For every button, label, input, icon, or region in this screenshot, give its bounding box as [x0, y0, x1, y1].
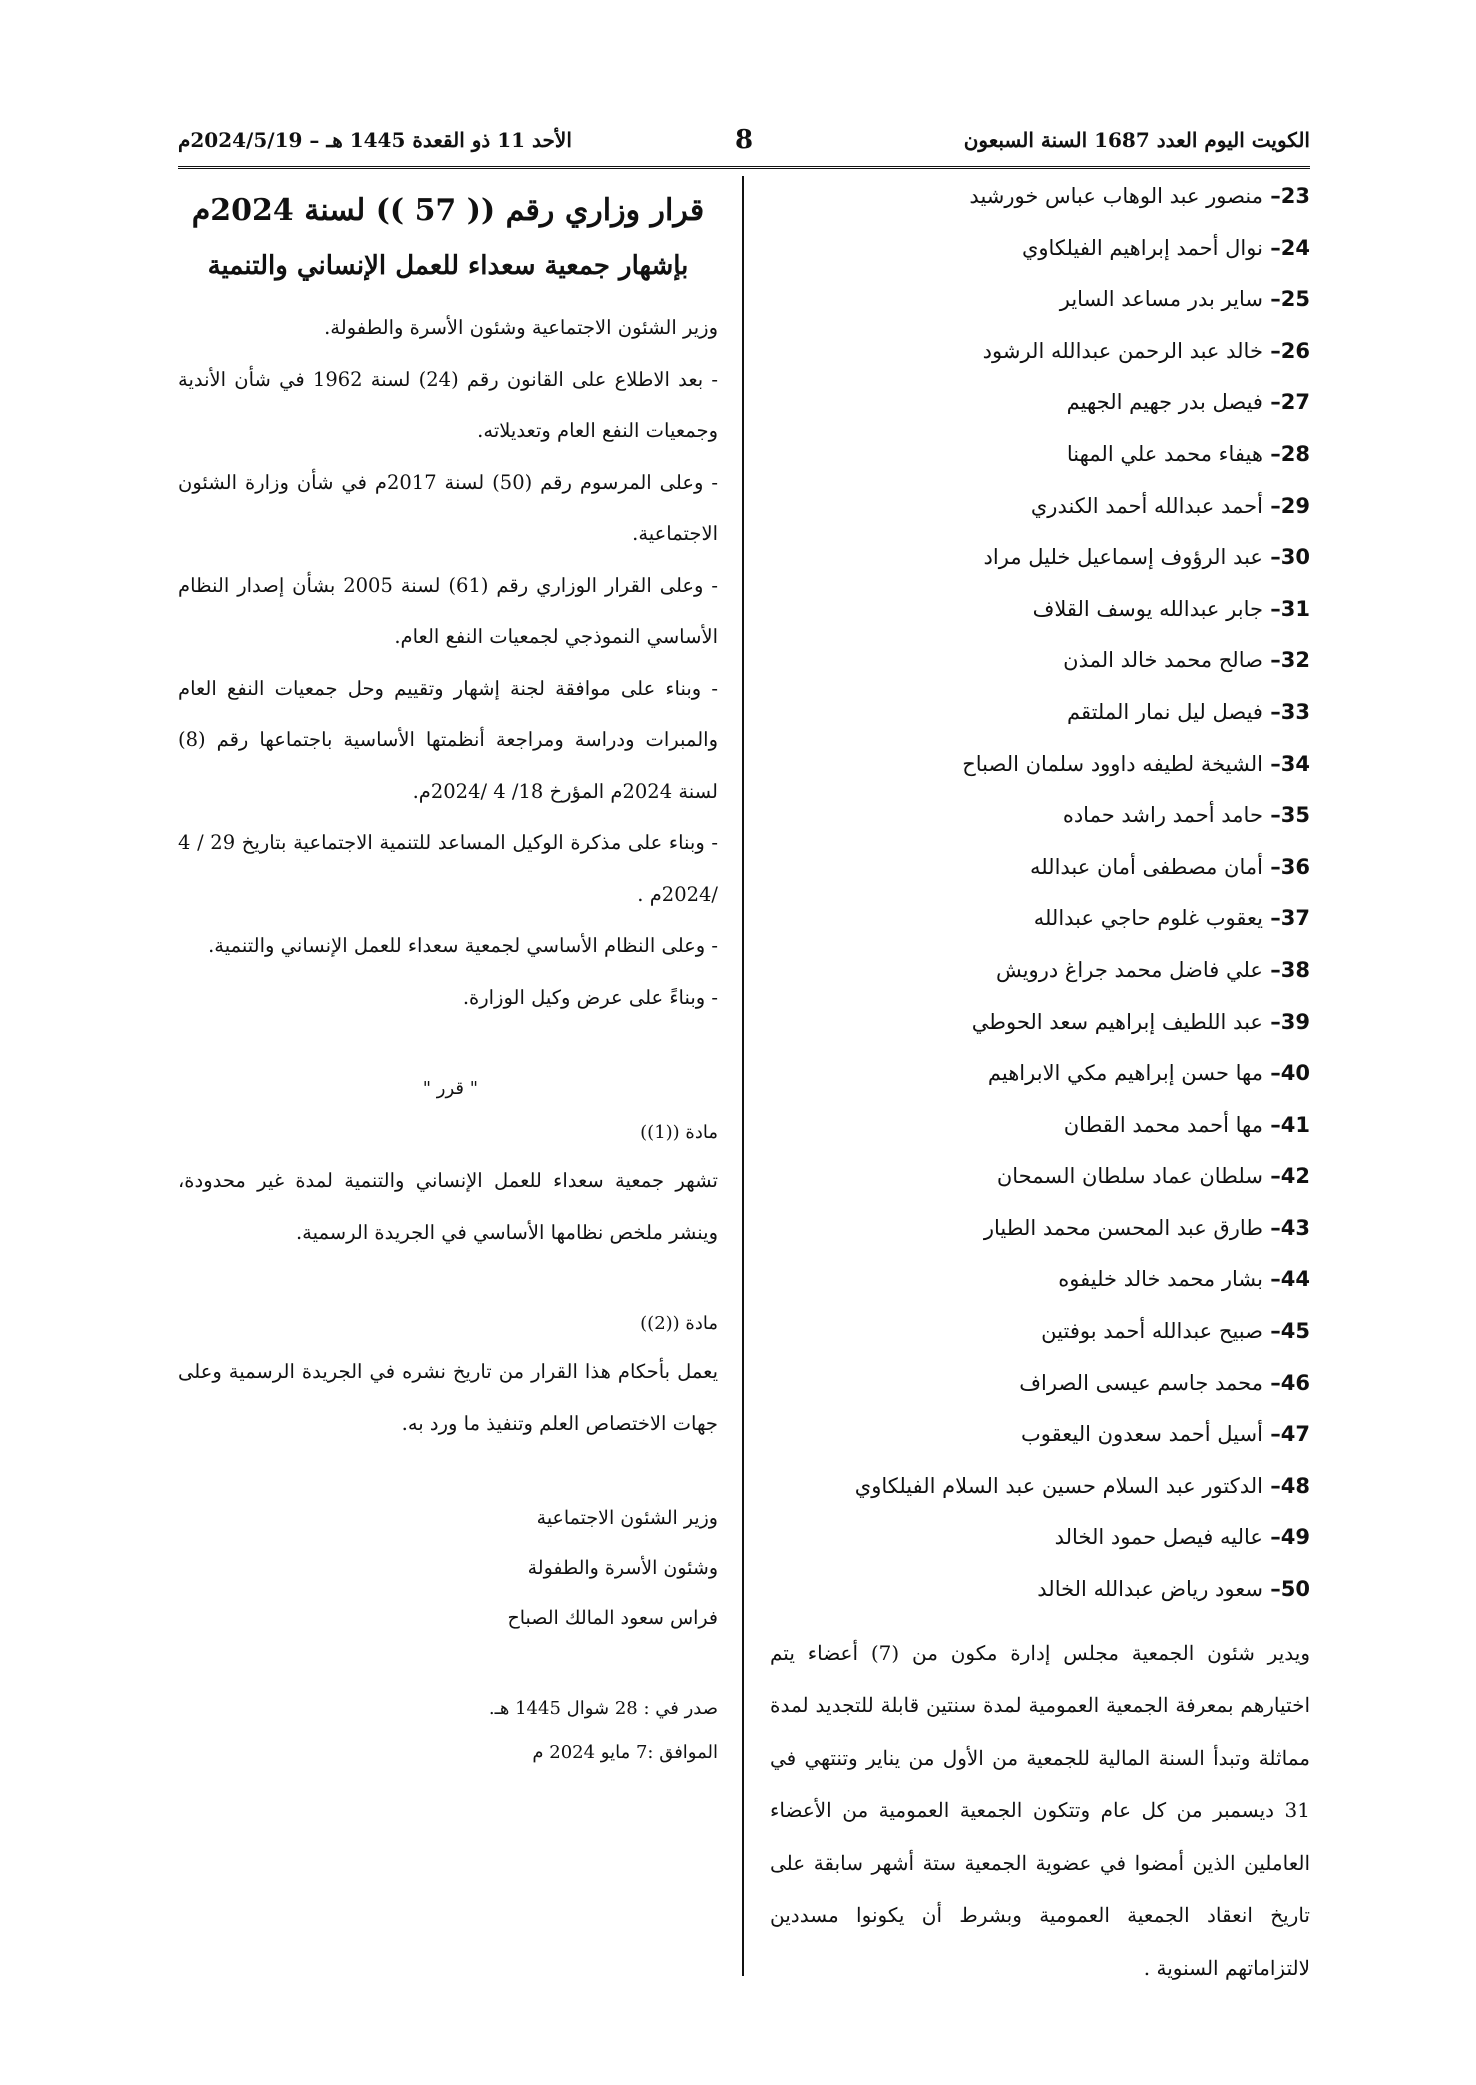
- member-number: 41: [1280, 1112, 1310, 1137]
- member-item: 46– محمد جاسم عيسى الصراف: [1019, 1370, 1310, 1395]
- member-name: سعود رياض عبدالله الخالد: [1037, 1577, 1263, 1602]
- preamble-memo: - وبناء على مذكرة الوكيل المساعد للتنمية الاجتماعية بتاريخ 29 / 4 /2024م .: [178, 831, 719, 906]
- member-item: 44– بشار محمد خالد خليفوه: [1058, 1267, 1310, 1292]
- member-name: حامد أحمد راشد حماده: [1062, 803, 1263, 828]
- member-number: 31: [1280, 596, 1310, 621]
- page-number: 8: [734, 125, 754, 155]
- header-rule: [178, 166, 1310, 169]
- member-name: ساير بدر مساعد الساير: [1059, 287, 1263, 312]
- member-item: 38– علي فاضل محمد جراغ درويش: [995, 957, 1310, 982]
- member-number: 50: [1280, 1577, 1310, 1602]
- column-divider: [742, 176, 744, 1976]
- member-number: 49: [1280, 1525, 1310, 1550]
- member-number: 45: [1280, 1319, 1310, 1344]
- member-name: مها أحمد محمد القطان: [1063, 1112, 1263, 1137]
- member-item: 37– يعقوب غلوم حاجي عبدالله: [1033, 906, 1310, 931]
- member-number: 28: [1280, 441, 1310, 466]
- preamble-decree: - وعلى المرسوم رقم (50) لسنة 2017م في شأن وزارة الشئون الاجتماعية.: [178, 470, 718, 545]
- header-date: الأحد 11 ذو القعدة 1445 هـ – 2024/5/19م: [178, 128, 572, 152]
- member-item: 39– عبد اللطيف إبراهيم سعد الحوطي: [971, 1009, 1310, 1034]
- article-2-label: مادة ((2)): [640, 1313, 718, 1334]
- decree-column: [178, 176, 718, 1775]
- member-number: 39: [1280, 1009, 1310, 1034]
- member-item: 48– الدكتور عبد السلام حسين عبد السلام الفيلكاوي: [854, 1473, 1310, 1498]
- preamble-law: - بعد الاطلاع على القانون رقم (24) لسنة 1962 في شأن الأندية وجمعيات النفع العام وتعديلاته.: [178, 367, 719, 442]
- member-name: فيصل ليل نمار الملتقم: [1067, 699, 1263, 724]
- member-name: محمد جاسم عيسى الصراف: [1019, 1370, 1263, 1395]
- members-column: [770, 176, 1310, 1994]
- member-name: صالح محمد خالد المذن: [1063, 648, 1263, 673]
- member-name: جابر عبدالله يوسف القلاف: [1032, 596, 1263, 621]
- member-item: 30– عبد الرؤوف إسماعيل خليل مراد: [983, 545, 1310, 570]
- member-item: 23– منصور عبد الوهاب عباس خورشيد: [969, 184, 1310, 208]
- member-item: 33– فيصل ليل نمار الملتقم: [1067, 699, 1310, 724]
- member-number: 43: [1280, 1215, 1310, 1240]
- member-name: أحمد عبدالله أحمد الكندري: [1030, 493, 1263, 518]
- member-name: يعقوب غلوم حاجي عبدالله: [1033, 906, 1263, 931]
- signature-name: فراس سعود المالك الصباح: [507, 1607, 718, 1629]
- issued-gregorian-date: الموافق :7 مايو 2024 م: [532, 1742, 718, 1763]
- members-list: [770, 176, 1310, 1621]
- member-item: 34– الشيخة لطيفه داوود سلمان الصباح: [962, 751, 1310, 776]
- member-number: 33: [1280, 699, 1310, 724]
- member-number: 46: [1280, 1370, 1310, 1395]
- member-number: 37: [1280, 906, 1310, 931]
- member-item: 36– أمان مصطفى أمان عبدالله: [1029, 854, 1310, 879]
- member-item: 29– أحمد عبدالله أحمد الكندري: [1030, 493, 1310, 518]
- member-item: 49– عاليه فيصل حمود الخالد: [1054, 1525, 1310, 1550]
- member-item: 47– أسيل أحمد سعدون اليعقوب: [1021, 1422, 1310, 1447]
- preamble-statute: - وعلى النظام الأساسي لجمعية سعداء للعمل الإنساني والتنمية.: [208, 934, 718, 957]
- member-name: الدكتور عبد السلام حسين عبد السلام الفيلكاوي: [854, 1473, 1263, 1498]
- member-name: سلطان عماد سلطان السمحان: [996, 1164, 1263, 1189]
- member-name: طارق عبد المحسن محمد الطيار: [983, 1215, 1263, 1240]
- preamble-committee: - وبناء على موافقة لجنة إشهار وتقييم وحل جمعيات النفع العام والمبرات ودراسة ومراجعة أنظمتها الأساسية باجتماعها رقم (8) لسنة 2024م المؤرخ 18/ 4 /2024م.: [178, 676, 718, 803]
- header-issue: الكويت اليوم العدد 1687 السنة السبعون: [963, 128, 1310, 152]
- member-item: 40– مها حسن إبراهيم مكي الابراهيم: [987, 1061, 1310, 1086]
- member-name: فيصل بدر جهيم الجهيم: [1066, 390, 1263, 415]
- member-number: 35: [1280, 803, 1310, 828]
- article-1-text: تشهر جمعية سعداء للعمل الإنساني والتنمية لمدة غير محدودة، وينشر ملخص نظامها الأساسي في الجريدة الرسمية.: [178, 1169, 718, 1244]
- member-number: 23: [1280, 184, 1310, 208]
- member-item: 27– فيصل بدر جهيم الجهيم: [1066, 390, 1310, 415]
- decided-label: " قرر ": [422, 1078, 478, 1099]
- member-name: أمان مصطفى أمان عبدالله: [1029, 854, 1263, 879]
- member-item: 41– مها أحمد محمد القطان: [1063, 1112, 1310, 1137]
- signature-line-1: وزير الشئون الاجتماعية: [536, 1507, 718, 1529]
- article-1-label: مادة ((1)): [640, 1122, 718, 1143]
- member-item: 31– جابر عبدالله يوسف القلاف: [1032, 596, 1310, 621]
- member-number: 26: [1280, 338, 1310, 363]
- decree-subtitle: بإشهار جمعية سعداء للعمل الإنساني والتنمية: [207, 251, 689, 281]
- member-name: نوال أحمد إبراهيم الفيلكاوي: [1021, 235, 1263, 260]
- member-number: 25: [1280, 287, 1310, 312]
- member-name: هيفاء محمد علي المهنا: [1066, 441, 1263, 466]
- member-name: عاليه فيصل حمود الخالد: [1054, 1525, 1263, 1550]
- member-name: علي فاضل محمد جراغ درويش: [995, 957, 1263, 982]
- member-number: 47: [1280, 1422, 1310, 1447]
- signature-line-2: وشئون الأسرة والطفولة: [527, 1557, 718, 1579]
- member-name: الشيخة لطيفه داوود سلمان الصباح: [962, 751, 1263, 776]
- member-number: 27: [1280, 390, 1310, 415]
- preamble-minister: وزير الشئون الاجتماعية وشئون الأسرة والطفولة.: [324, 316, 718, 339]
- member-name: أسيل أحمد سعدون اليعقوب: [1021, 1422, 1263, 1447]
- issued-block: [178, 1687, 718, 1775]
- board-paragraph: ويدير شئون الجمعية مجلس إدارة مكون من (7) أعضاء يتم اختيارهم بمعرفة الجمعية العمومية لمدة سنتين قابلة للتجديد لمدة مماثلة وتبدأ السنة المالية للجمعية من الأول من يناير وتنتهي في 31 ديسمبر من كل عام وتتكون الجمعية العمومية من الأعضاء العاملين الذين أمضوا في عضوية الجمعية ستة أشهر سابقة على تاريخ انعقاد الجمعية العمومية وبشرط أن يكونوا مسددين لالتزاماتهم السنوية .: [770, 1640, 1310, 1980]
- member-number: 30: [1280, 545, 1310, 570]
- preamble-ministerial-decision: - وعلى القرار الوزاري رقم (61) لسنة 2005 بشأن إصدار النظام الأساسي النموذجي لجمعيات النفع العام.: [178, 573, 719, 648]
- member-item: 45– صبيح عبدالله أحمد بوفتين: [1041, 1319, 1310, 1344]
- member-item: 32– صالح محمد خالد المذن: [1063, 648, 1310, 673]
- member-item: 24– نوال أحمد إبراهيم الفيلكاوي: [1021, 235, 1310, 260]
- member-number: 34: [1280, 751, 1310, 776]
- member-name: خالد عبد الرحمن عبدالله الرشود: [982, 338, 1263, 363]
- member-item: 35– حامد أحمد راشد حماده: [1062, 803, 1310, 828]
- preamble-undersecretary: - وبناءً على عرض وكيل الوزارة.: [462, 985, 718, 1009]
- member-number: 38: [1280, 957, 1310, 982]
- member-number: 32: [1280, 648, 1310, 673]
- member-item: 28– هيفاء محمد علي المهنا: [1066, 441, 1310, 466]
- page-header: [178, 118, 1310, 162]
- member-name: مها حسن إبراهيم مكي الابراهيم: [987, 1061, 1263, 1086]
- member-name: منصور عبد الوهاب عباس خورشيد: [969, 184, 1263, 208]
- member-item: 25– ساير بدر مساعد الساير: [1059, 287, 1310, 312]
- member-number: 29: [1280, 493, 1310, 518]
- member-number: 36: [1280, 854, 1310, 879]
- member-item: 50– سعود رياض عبدالله الخالد: [1037, 1577, 1310, 1602]
- member-number: 24: [1280, 235, 1310, 260]
- member-number: 42: [1280, 1164, 1310, 1189]
- signature-block: [178, 1493, 718, 1643]
- decree-title: قرار وزاري رقم (( 57 )) لسنة 2024م: [191, 193, 705, 228]
- member-item: 42– سلطان عماد سلطان السمحان: [996, 1164, 1310, 1189]
- member-item: 43– طارق عبد المحسن محمد الطيار: [983, 1215, 1310, 1240]
- member-number: 48: [1280, 1473, 1310, 1498]
- member-number: 44: [1280, 1267, 1310, 1292]
- article-2-text: يعمل بأحكام هذا القرار من تاريخ نشره في الجريدة الرسمية وعلى جهات الاختصاص العلم وتنفيذ ما ورد به.: [178, 1360, 718, 1435]
- member-item: 26– خالد عبد الرحمن عبدالله الرشود: [982, 338, 1310, 363]
- member-name: صبيح عبدالله أحمد بوفتين: [1041, 1319, 1263, 1344]
- member-name: بشار محمد خالد خليفوه: [1058, 1267, 1263, 1292]
- member-name: عبد الرؤوف إسماعيل خليل مراد: [983, 545, 1263, 570]
- member-name: عبد اللطيف إبراهيم سعد الحوطي: [971, 1009, 1263, 1034]
- issued-hijri-date: صدر في : 28 شوال 1445 هـ.: [488, 1698, 718, 1719]
- member-number: 40: [1280, 1061, 1310, 1086]
